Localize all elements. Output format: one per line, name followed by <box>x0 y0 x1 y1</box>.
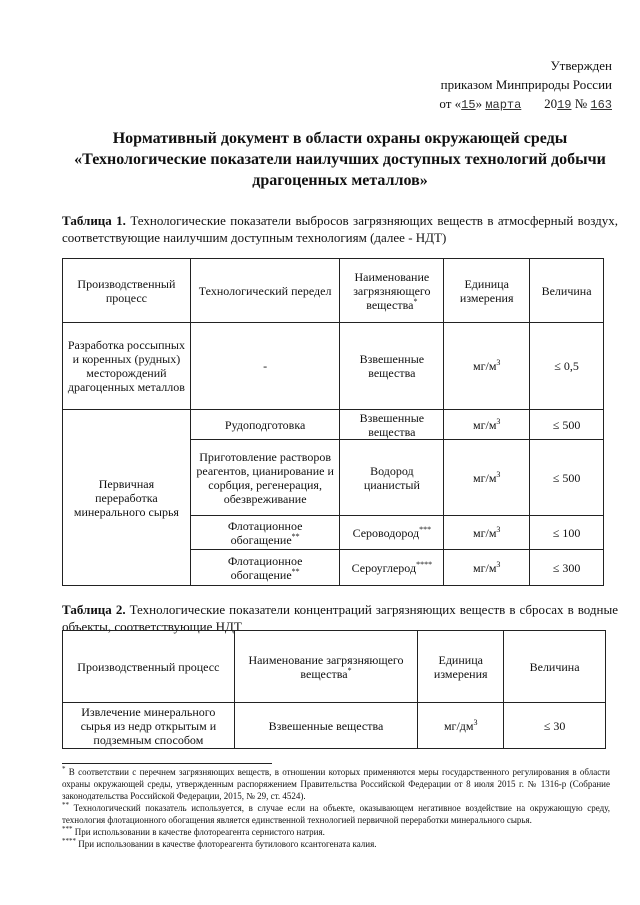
t2-header-process: Производственный процесс <box>63 631 235 703</box>
t1-cell-stage: Рудоподготовка <box>190 410 340 440</box>
t1-cell-substance: Сероуглерод**** <box>340 550 444 586</box>
approval-block <box>439 56 612 115</box>
t1-cell-value: ≤ 0,5 <box>530 323 604 410</box>
approval-number: 163 <box>590 98 612 112</box>
footnote: *** При использовании в качестве флотореагента сернистого натрия. <box>62 825 325 837</box>
footnote-divider <box>62 763 272 764</box>
t2-cell-unit: $мг/дм^3$ <box>418 703 504 749</box>
t1-cell-unit: $мг/м^3$ <box>444 516 530 550</box>
t2-cell-process: Извлечение минерального сырья из недр открытым и подземным способом <box>63 703 235 749</box>
t1-cell-substance: Водород цианистый <box>340 440 444 516</box>
t2-header-substance: Наименование загрязняющего вещества* <box>234 631 418 703</box>
t1-cell-substance: Сероводород*** <box>340 516 444 550</box>
t2-cell-substance: Взвешенные вещества <box>234 703 418 749</box>
table2-caption: Таблица 2. Технологические показатели концентраций загрязняющих веществ в сбросах в водные объекты, соответствующие НДТ <box>62 602 618 634</box>
t1-header-unit: Единица измерения <box>444 259 530 323</box>
t1-cell-stage: Приготовление растворов реагентов, цианирование и сорбция, регенерация, обезвреживание <box>190 440 340 516</box>
approval-day: 15 <box>461 98 476 112</box>
t1-header-stage: Технологический передел <box>190 259 340 323</box>
approval-title: Утвержден <box>550 58 612 73</box>
footnote: ** Технологический показатель используется, в случае если на объекте, оказывающем негативное воздействие на окружающую среду, технология флотационного обогащения является единственной технологией первичной переработки минерального сырья. <box>62 801 610 825</box>
table1-caption: Таблица 1. Технологические показатели выбросов загрязняющих веществ в атмосферный воздух, соответствующие наилучшим доступным технологиям (далее - НДТ) <box>62 213 618 245</box>
t1-header-value: Величина <box>530 259 604 323</box>
title-line-3: драгоценных металлов» <box>252 172 428 189</box>
t1-cell-unit: $мг/м^3$ <box>444 550 530 586</box>
table-row <box>63 323 604 410</box>
approval-year: 19 <box>557 98 572 112</box>
t1-cell-unit: $мг/м^3$ <box>444 323 530 410</box>
document-title <box>60 128 620 191</box>
approval-month: марта <box>485 98 522 112</box>
footnote: * В соответствии с перечнем загрязняющих веществ, в отношении которых применяются меры государственного регулирования в области охраны окружающей среды, утвержденным распоряжением Правительства Российской Федерации от 8 июля 2015 г. № 1316-р (Собрание законодательства Российской Федерации, 2015, № 29, ст. 4524). <box>62 765 610 801</box>
t1-cell-unit: $мг/м^3$ <box>444 440 530 516</box>
footnotes <box>62 766 610 850</box>
t1-header-substance: Наименование загрязняющего вещества* <box>340 259 444 323</box>
t2-cell-value: ≤ 30 <box>504 703 606 749</box>
approval-order: приказом Минприроды России <box>440 77 612 92</box>
t1-cell-process: Разработка россыпных и коренных (рудных) месторождений драгоценных металлов <box>63 323 191 410</box>
t1-cell-value: ≤ 100 <box>530 516 604 550</box>
t1-cell-value: ≤ 500 <box>530 410 604 440</box>
t2-header-value: Величина <box>504 631 606 703</box>
t2-header-unit: Единица измерения <box>418 631 504 703</box>
table2 <box>62 630 606 749</box>
t1-cell-value: ≤ 500 <box>530 440 604 516</box>
title-line-2: «Технологические показатели наилучших доступных технологий добычи <box>74 151 606 168</box>
table-row <box>63 703 606 749</box>
approval-date: от «15» марта 2019 № 163 <box>439 96 612 112</box>
t1-cell-process: Первичная переработка минерального сырья <box>63 410 191 586</box>
footnote: **** При использовании в качестве флотореагента бутилового ксантогената калия. <box>62 837 377 849</box>
t1-cell-value: ≤ 300 <box>530 550 604 586</box>
title-line-1: Нормативный документ в области охраны окружающей среды <box>112 130 568 147</box>
t1-cell-stage: - <box>190 323 340 410</box>
t1-header-process: Производственный процесс <box>63 259 191 323</box>
t1-cell-unit: $мг/м^3$ <box>444 410 530 440</box>
t1-cell-substance: Взвешенные вещества <box>340 410 444 440</box>
t1-cell-stage: Флотационное обогащение** <box>190 550 340 586</box>
table1 <box>62 258 604 586</box>
t1-cell-substance: Взвешенные вещества <box>340 323 444 410</box>
t1-cell-stage: Флотационное обогащение** <box>190 516 340 550</box>
table-row <box>63 410 604 440</box>
